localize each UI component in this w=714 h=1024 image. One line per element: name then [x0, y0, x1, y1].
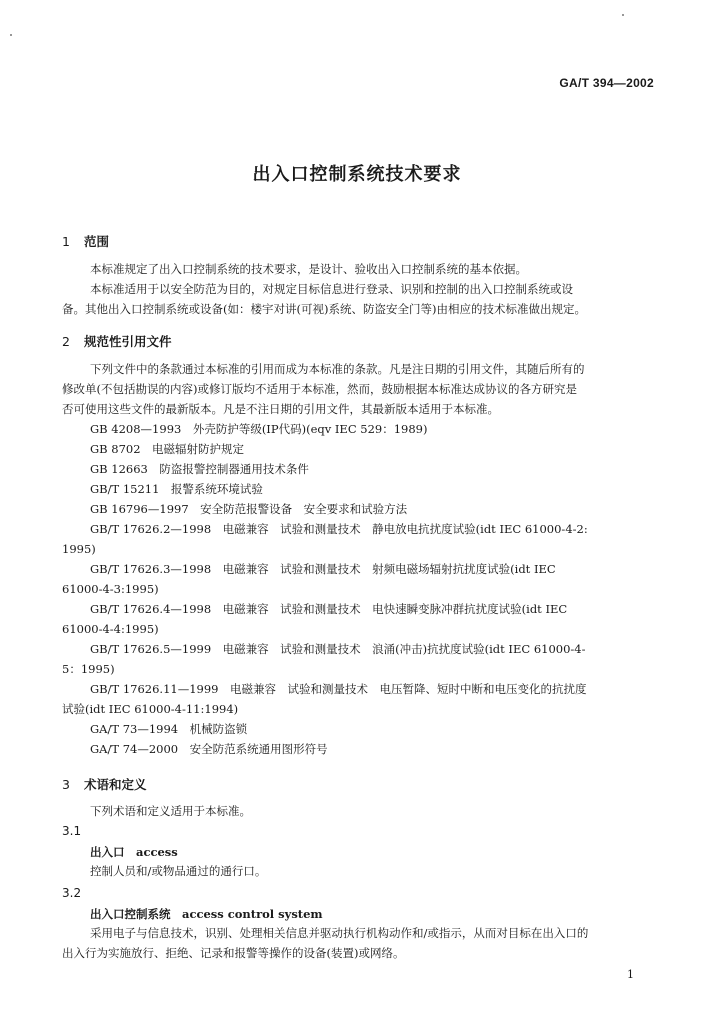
page-number: 1	[627, 968, 634, 981]
paragraph-line: 本标准规定了出入口控制系统的技术要求，是设计、验收出入口控制系统的基本依据。	[90, 262, 527, 276]
scan-speck	[622, 14, 624, 16]
standard-code: GA/T 394—2002	[559, 76, 654, 90]
section-number: 2	[62, 334, 70, 349]
section-title: 规范性引用文件	[84, 334, 172, 349]
reference-item-continued: 61000-4-3:1995)	[62, 582, 159, 596]
reference-item: GB/T 17626.2—1998 电磁兼容 试验和测量技术 静电放电抗扰度试验(idt IEC 61000-4-2:	[90, 522, 588, 536]
reference-item: GA/T 73—1994 机械防盗锁	[90, 722, 248, 736]
reference-item-continued: 试验(idt IEC 61000-4-11:1994)	[62, 702, 239, 716]
term-number: 3.2	[62, 886, 82, 900]
term-name: 出入口控制系统 access control system	[90, 907, 323, 921]
term-definition: 出入行为实施放行、拒绝、记录和报警等操作的设备(装置)或网络。	[62, 946, 405, 960]
reference-item-continued: 5：1995)	[62, 662, 115, 676]
reference-item: GB/T 15211 报警系统环境试验	[90, 482, 263, 496]
section-title: 术语和定义	[84, 777, 147, 792]
section-3-heading	[62, 775, 147, 793]
reference-item: GB 12663 防盗报警控制器通用技术条件	[90, 462, 309, 476]
paragraph-line: 下列文件中的条款通过本标准的引用而成为本标准的条款。凡是注日期的引用文件，其随后所有的	[90, 362, 585, 376]
section-2-heading	[62, 332, 172, 350]
reference-item: GB/T 17626.11—1999 电磁兼容 试验和测量技术 电压暂降、短时中断和电压变化的抗扰度	[90, 682, 587, 696]
reference-item-continued: 1995)	[62, 542, 96, 556]
reference-item: GB/T 17626.4—1998 电磁兼容 试验和测量技术 电快速瞬变脉冲群抗扰度试验(idt IEC	[90, 602, 568, 616]
section-1-heading	[62, 232, 109, 250]
reference-item-continued: 61000-4-4:1995)	[62, 622, 159, 636]
reference-item: GA/T 74—2000 安全防范系统通用图形符号	[90, 742, 328, 756]
section-number: 3	[62, 777, 70, 792]
term-name: 出入口 access	[90, 845, 178, 859]
section-number: 1	[62, 234, 70, 249]
reference-item: GB/T 17626.3—1998 电磁兼容 试验和测量技术 射频电磁场辐射抗扰度试验(idt IEC	[90, 562, 556, 576]
reference-item: GB 16796—1997 安全防范报警设备 安全要求和试验方法	[90, 502, 408, 516]
term-definition: 采用电子与信息技术，识别、处理相关信息并驱动执行机构动作和/或指示，从而对目标在出入口的	[90, 926, 589, 940]
term-number: 3.1	[62, 824, 82, 838]
paragraph-line: 否可使用这些文件的最新版本。凡是不注日期的引用文件，其最新版本适用于本标准。	[62, 402, 499, 416]
reference-item: GB/T 17626.5—1999 电磁兼容 试验和测量技术 浪涌(冲击)抗扰度试验(idt IEC 61000-4-	[90, 642, 586, 656]
scan-speck	[10, 34, 12, 36]
reference-item: GB 4208—1993 外壳防护等级(IP代码)(eqv IEC 529：1989)	[90, 422, 428, 436]
paragraph-line: 本标准适用于以安全防范为目的，对规定目标信息进行登录、识别和控制的出入口控制系统或设	[90, 282, 573, 296]
paragraph-line: 备。其他出入口控制系统或设备(如：楼宇对讲(可视)系统、防盗安全门等)由相应的技术标准做出规定。	[62, 302, 586, 316]
paragraph-line: 下列术语和定义适用于本标准。	[90, 804, 251, 818]
term-definition: 控制人员和/或物品通过的通行口。	[90, 864, 267, 878]
reference-item: GB 8702 电磁辐射防护规定	[90, 442, 245, 456]
paragraph-line: 修改单(不包括勘误的内容)或修订版均不适用于本标准，然而，鼓励根据本标准达成协议的各方研究是	[62, 382, 577, 396]
document-title: 出入口控制系统技术要求	[252, 164, 462, 185]
section-title: 范围	[84, 234, 110, 249]
